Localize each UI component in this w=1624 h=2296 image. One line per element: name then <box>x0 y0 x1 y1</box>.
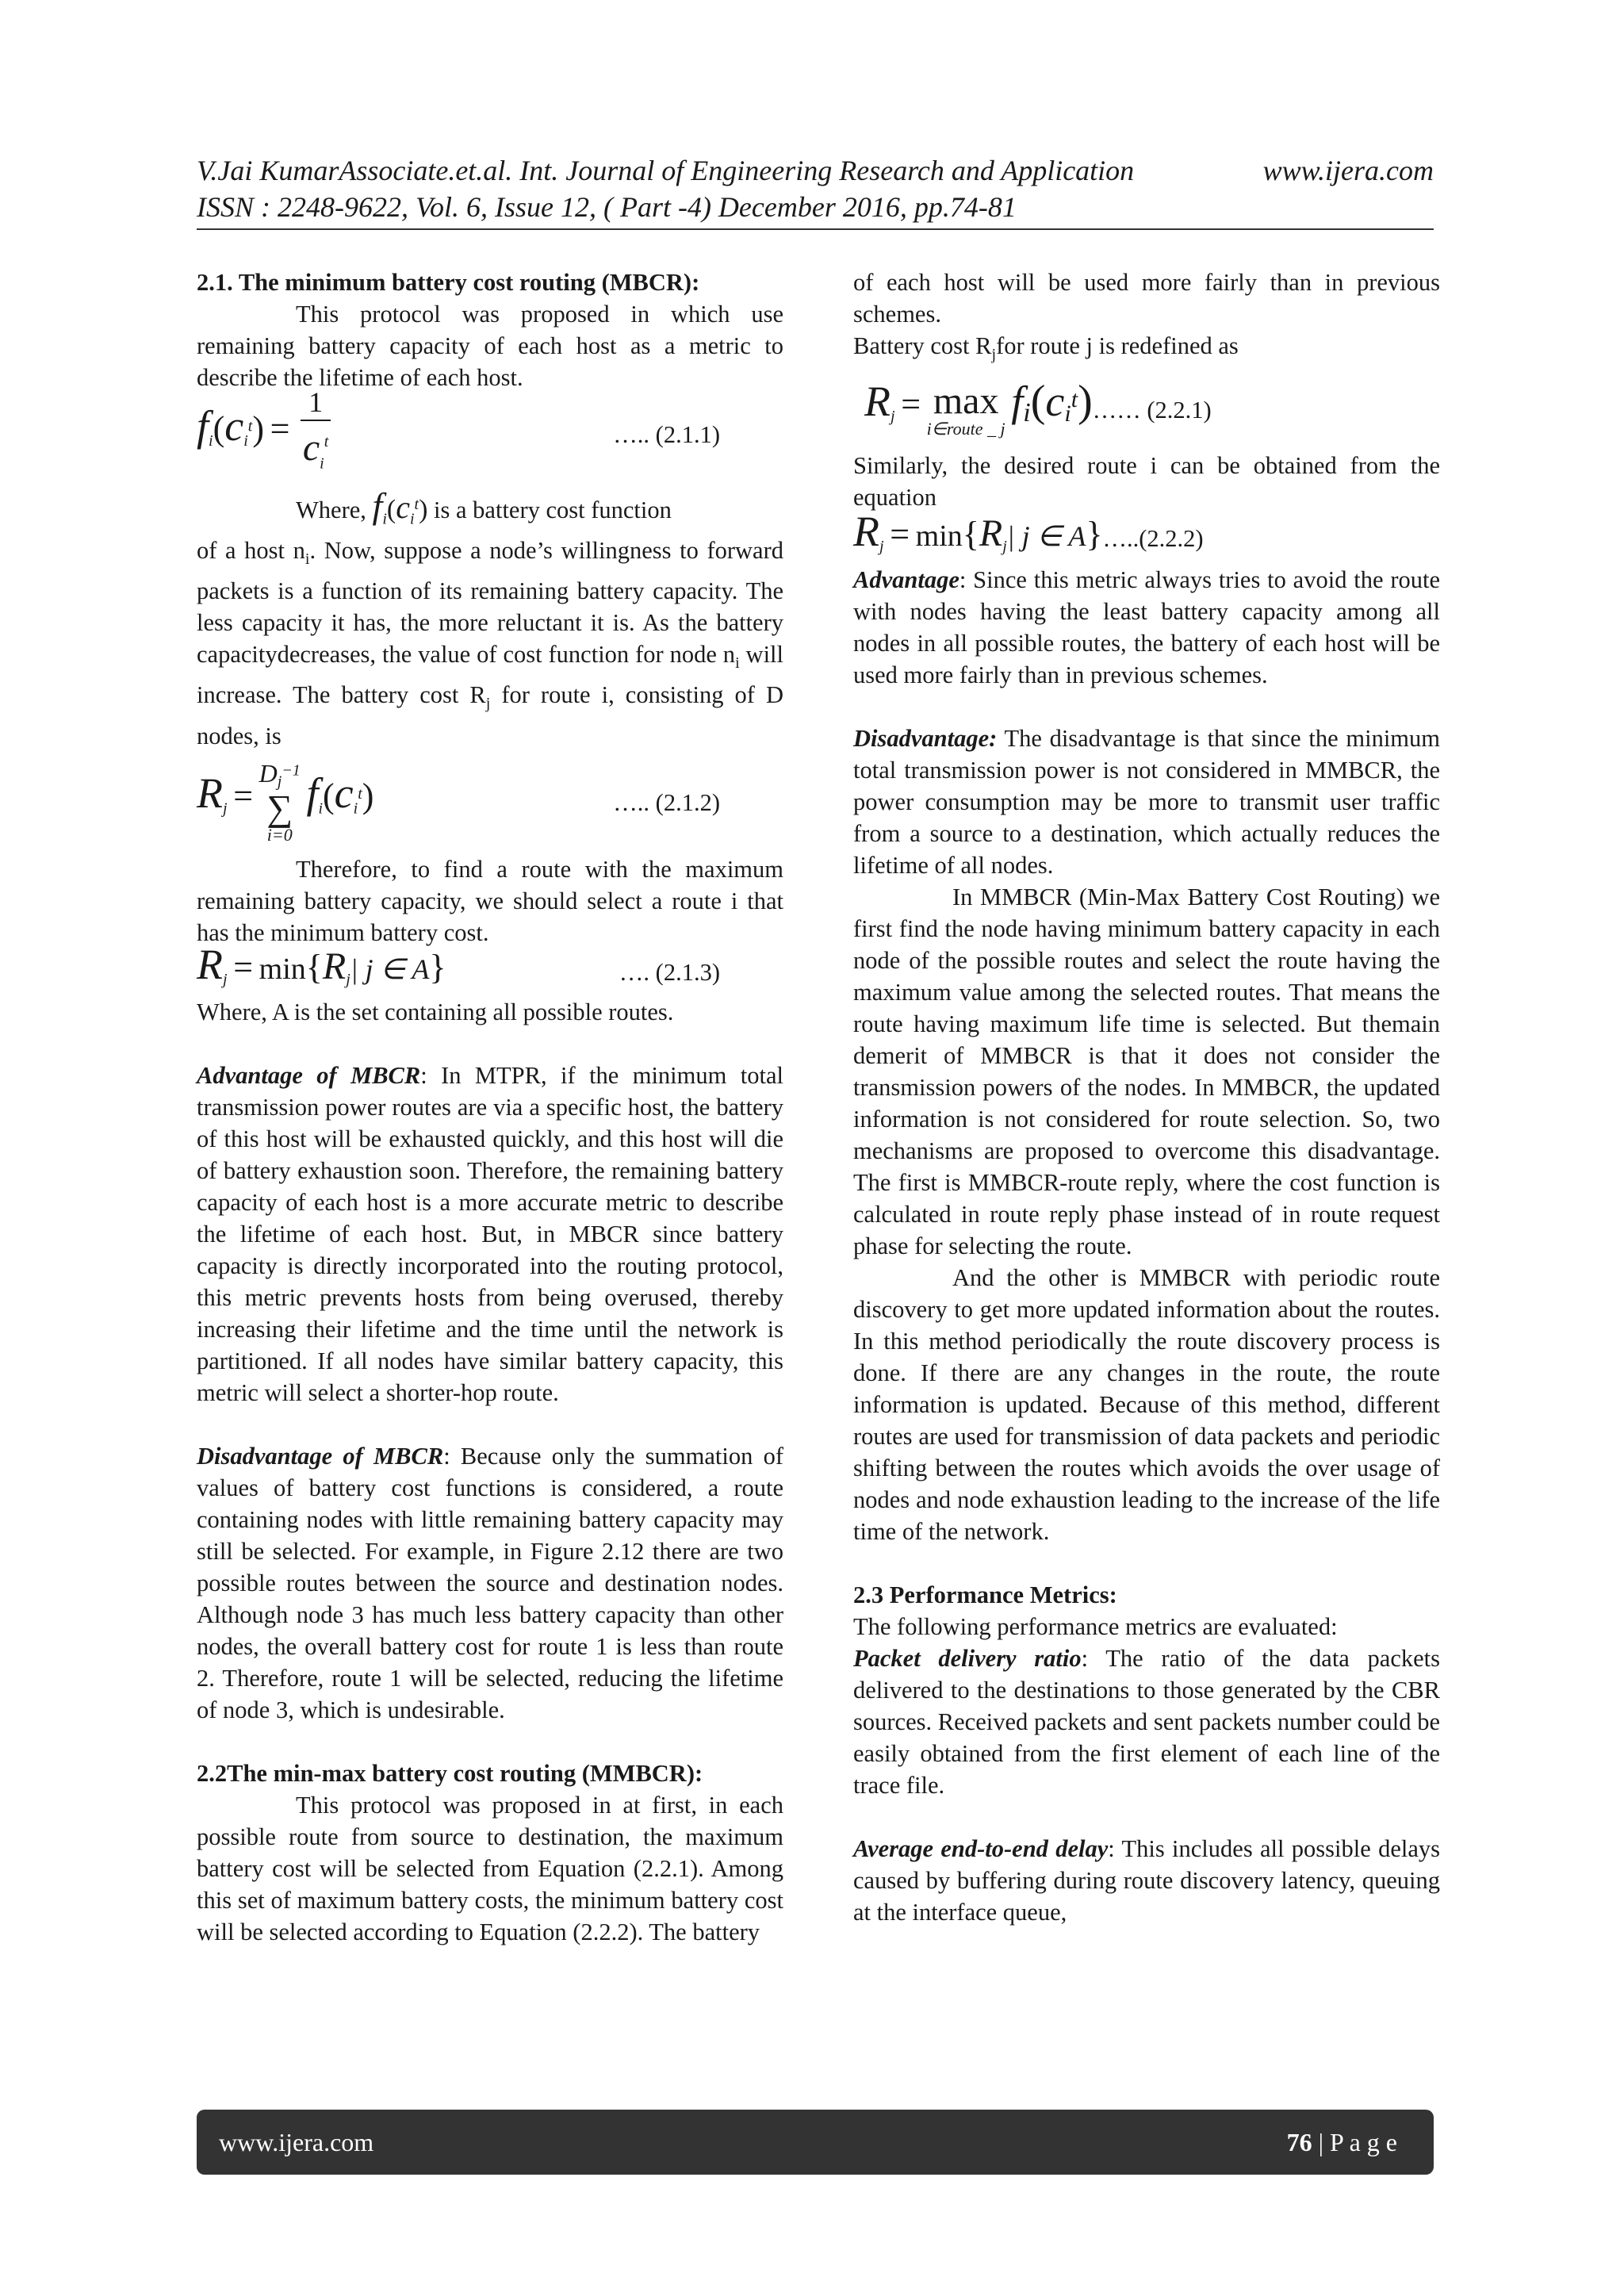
equation-expression: $R_j$ = max i∈route _ j $f_i(c_i^t)$ <box>864 377 1093 439</box>
paragraph-disadvantage-mbcr: Disadvantage of MBCR: Because only the summation of values of battery cost functions is considered, a route containing nodes with little remaining battery capacity may still be selected. For example, in Figure 2.12 there are two possible routes between the source and destination nodes. Although node 3 has much less battery capacity than other nodes, the overall battery cost for route 1 is less than route 2. Therefore, route 1 will be selected, reducing the lifetime of node 3, which is undesirable. <box>197 1442 784 1723</box>
paragraph: And the other is MMBCR with periodic route discovery to get more updated information about the routes. In this method periodically the route discovery process is done. If there are any changes in the route, the route information is updated. Because of this method, different routes are used for transmission of data packets and periodic shifting between the routes which avoids the over usage of nodes and node exhaustion leading to the increase of the life time of the network. <box>853 1264 1440 1546</box>
right-column <box>853 266 1440 1928</box>
paragraph: of a host $n_i$. Now, suppose a node’s willingness to forward packets is a function of its remaining battery capacity. The less capacity it has, the more reluctant it is. As the battery capacitydecreases, the value of cost function for node $n_i$ will increase. The battery cost $R_j$ for route i, consisting of D nodes, is <box>197 537 783 749</box>
paragraph: of each host will be used more fairly than in previous schemes. <box>853 269 1440 328</box>
paragraph: The following performance metrics are evaluated: <box>853 1613 1338 1641</box>
equation-2-1-2 <box>197 752 783 853</box>
equation-2-2-2 <box>853 507 1440 564</box>
equation-number: ….. (2.1.2) <box>613 788 720 816</box>
header-citation: V.Jai KumarAssociate.et.al. Int. Journal of Engineering Research and Application <box>197 155 1135 186</box>
equation-number: ….. (2.1.1) <box>613 421 720 448</box>
equation-2-2-1 <box>853 370 1440 450</box>
paragraph-disadvantage-mmbcr: Disadvantage: The disadvantage is that since the minimum total transmission power is not considered in MMBCR, the power consumption may be more to transmit user traffic from a source to a destination, which actually reduces the lifetime of all nodes. <box>853 725 1440 880</box>
left-column <box>197 266 783 1948</box>
section-heading-2-1: 2.1. The minimum battery cost routing (MBCR): <box>197 269 700 296</box>
paragraph: Where, A is the set containing all possible routes. <box>197 998 674 1025</box>
paragraph: Therefore, to find a route with the maximum remaining battery capacity, we should select a route i that has the minimum battery cost. <box>197 855 783 946</box>
paragraph: This protocol was proposed in at first, in each possible route from source to destination, the maximum battery cost will be selected from Equation (2.2.1). Among this set of maximum battery costs, the minimum battery cost will be selected according to Equation (2.2.2). The battery <box>197 1791 783 1945</box>
paragraph-average-delay: Average end-to-end delay: This includes all possible delays caused by buffering during route discovery latency, queuing at the interface queue, <box>853 1835 1440 1926</box>
header-site[interactable]: www.ijera.com <box>1262 155 1434 186</box>
paragraph-advantage-mbcr: Advantage of MBCR: In MTPR, if the minimum total transmission power routes are via a specific host, the battery of this host will be exhausted quickly, and this host will die of battery exhaustion soon. Therefore, the remaining battery capacity of each host is a more accurate metric to describe the lifetime of each host. But, in MBCR since battery capacity is directly incorporated into the routing protocol, this metric prevents hosts from being overused, thereby increasing their lifetime and the time until the network is partitioned. If all nodes have similar battery capacity, this metric will select a shorter-hop route. <box>197 1061 783 1406</box>
paragraph: Where, $f_i(c_i^t)$ is a battery cost function <box>296 485 672 528</box>
paragraph-advantage-mmbcr: Advantage: Since this metric always tries to avoid the route with nodes having the least battery capacity among all nodes in all possible routes, the battery of each host will be used more fairly than in previous schemes. <box>853 566 1440 689</box>
paragraph: Similarly, the desired route i can be obtained from the equation <box>853 452 1440 512</box>
paragraph: Battery cost $R_jfor$ route j is redefined as <box>853 332 1239 364</box>
paragraph: This protocol was proposed in which use remaining battery capacity of each host as a metric to describe the lifetime of each host. <box>197 301 783 391</box>
header-rule <box>197 228 1434 230</box>
page-number: 76 | P a g e <box>1286 2127 1397 2156</box>
running-header <box>197 152 1434 225</box>
equation-number: …… (2.2.1) <box>1092 397 1212 424</box>
equation-expression: $f_i(c_i^t)$ = $\frac{1}{c_i^t}$ <box>197 385 335 485</box>
header-issn: ISSN : 2248-9622, Vol. 6, Issue 12, ( Part -4) December 2016, pp.74-81 <box>197 191 1017 223</box>
equation-expression: $R_j$ = $D_j^{-1}$ ∑ i=0 $f_i(c_i^t)$ <box>197 759 374 845</box>
section-heading-2-2: 2.2The min-max battery cost routing (MMBCR): <box>197 1759 703 1787</box>
equation-expression: $R_j = \min\{R_j|$ j ∈ A} <box>197 940 446 989</box>
equation-2-1-1 <box>197 386 783 476</box>
footer-site-link[interactable]: www.ijera.com <box>219 2127 374 2156</box>
equation-expression: $R_j = \min\{R_j|$ j ∈ A} <box>853 507 1103 555</box>
paragraph: In MMBCR (Min-Max Battery Cost Routing) we first find the node having minimum battery capacity in each node of the possible routes and select the route having the maximum value among the selected routes. That means the route having maximum life time is selected. But themain demerit of MMBCR is that it does not consider the transmission powers of the nodes. In MMBCR, the updated information is not considered for route selection. So, two mechanisms are proposed to overcome this disadvantage. The first is MMBCR-route reply, where the cost function is calculated in route reply phase instead of in route request phase for selecting the route. <box>853 884 1440 1260</box>
equation-number: …. (2.1.3) <box>619 958 720 986</box>
paragraph-packet-delivery-ratio: Packet delivery ratio: The ratio of the data packets delivered to the destinations to those generated by the CBR sources. Received packets and sent packets number could be easily obtained from the first element of each line of the trace file. <box>853 1645 1440 1800</box>
page-footer <box>197 2110 1434 2175</box>
section-heading-2-3: 2.3 Performance Metrics: <box>853 1581 1117 1609</box>
equation-2-1-3 <box>197 940 783 996</box>
equation-number: …..(2.2.2) <box>1102 525 1204 553</box>
